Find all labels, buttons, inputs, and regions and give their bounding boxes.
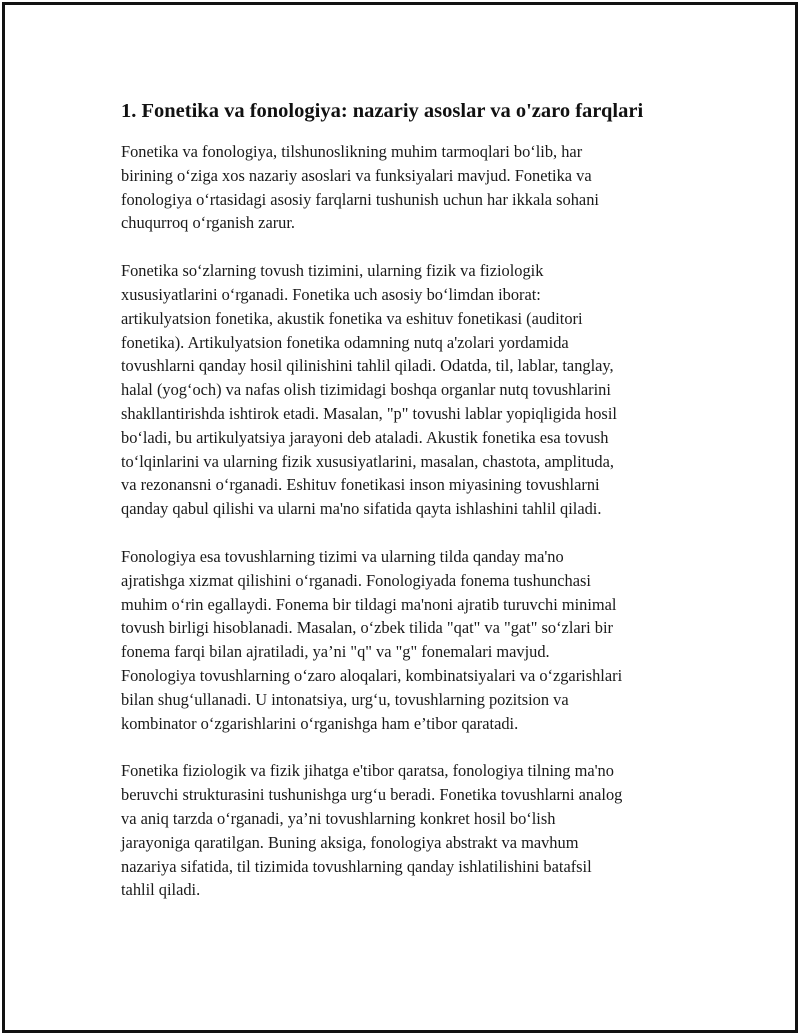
page-frame — [2, 2, 798, 1033]
text-line: beruvchi strukturasini tushunishga urgʻu beradi. Fonetika tovushlarni analog — [121, 785, 623, 805]
text-line: fonema farqi bilan ajratiladi, ya’ni "q" va "g" fonemalari mavjud. — [121, 642, 550, 662]
text-line: Fonetika soʻzlarning tovush tizimini, ularning fizik va fiziologik — [121, 261, 544, 281]
text-line: artikulyatsion fonetika, akustik fonetika va eshituv fonetikasi (auditori — [121, 308, 583, 328]
text-line: toʻlqinlarini va ularning fizik xususiyatlarini, masalan, chastota, amplituda, — [121, 451, 614, 471]
paragraph-phonetics — [121, 259, 691, 521]
paragraph-comparison — [121, 759, 691, 902]
paragraph-phonology — [121, 545, 691, 735]
text-line: va rezonansni oʻrganadi. Eshituv fonetikasi inson miyasining tovushlarni — [121, 475, 600, 495]
text-line: va aniq tarzda oʻrganadi, ya’ni tovushlarning konkret hosil boʻlish — [121, 808, 556, 828]
text-line: kombinator oʻzgarishlarini oʻrganishga ham e’tibor qaratadi. — [121, 713, 519, 733]
text-line: tovush birligi hisoblanadi. Masalan, oʻzbek tilida "qat" va "gat" soʻzlari bir — [121, 618, 613, 638]
text-line: shakllantirishda ishtirok etadi. Masalan, "p" tovushi lablar yopiqligida hosil — [121, 403, 617, 423]
text-line: chuqurroq oʻrganish zarur. — [121, 213, 296, 233]
text-line: Fonologiya tovushlarning oʻzaro aloqalari, kombinatsiyalari va oʻzgarishlari — [121, 665, 623, 685]
text-line: qanday qabul qilishi va ularni ma'no sifatida qayta ishlashini tahlil qiladi. — [121, 499, 602, 519]
text-line: halal (yogʻoch) va nafas olish tizimidagi boshqa organlar nutq tovushlarini — [121, 380, 611, 400]
text-line: xususiyatlarini oʻrganadi. Fonetika uch asosiy boʻlimdan iborat: — [121, 284, 541, 304]
text-line: tahlil qiladi. — [121, 880, 201, 900]
text-line: ajratishga xizmat qilishini oʻrganadi. Fonologiyada fonema tushunchasi — [121, 570, 591, 590]
paragraph-intro — [121, 140, 691, 235]
text-line: Fonetika fiziologik va fizik jihatga e'tibor qaratsa, fonologiya tilning ma'no — [121, 761, 614, 781]
text-line: muhim oʻrin egallaydi. Fonema bir tildagi ma'noni ajratib turuvchi minimal — [121, 594, 617, 614]
text-line: tovushlarni qanday hosil qilinishini tahlil qiladi. Odatda, til, lablar, tanglay, — [121, 356, 614, 376]
document-body — [121, 98, 691, 926]
text-line: birining oʻziga xos nazariy asoslari va funksiyalari mavjud. Fonetika va — [121, 165, 592, 185]
section-heading: 1. Fonetika va fonologiya: nazariy asoslar va o'zaro farqlari — [121, 100, 644, 122]
text-line: Fonologiya esa tovushlarning tizimi va ularning tilda qanday ma'no — [121, 546, 564, 566]
text-line: boʻladi, bu artikulyatsiya jarayoni deb ataladi. Akustik fonetika esa tovush — [121, 427, 609, 447]
text-line: Fonetika va fonologiya, tilshunoslikning muhim tarmoqlari boʻlib, har — [121, 142, 583, 161]
text-line: nazariya sifatida, til tizimida tovushlarning qanday ishlatilishini batafsil — [121, 856, 592, 876]
text-line: fonetika). Artikulyatsion fonetika odamning nutq a'zolari yordamida — [121, 332, 569, 352]
text-line: bilan shugʻullanadi. U intonatsiya, urgʻu, tovushlarning pozitsion va — [121, 689, 569, 709]
text-line: jarayoniga qaratilgan. Buning aksiga, fonologiya abstrakt va mavhum — [121, 832, 579, 852]
text-line: fonologiya oʻrtasidagi asosiy farqlarni tushunish uchun har ikkala sohani — [121, 189, 599, 209]
